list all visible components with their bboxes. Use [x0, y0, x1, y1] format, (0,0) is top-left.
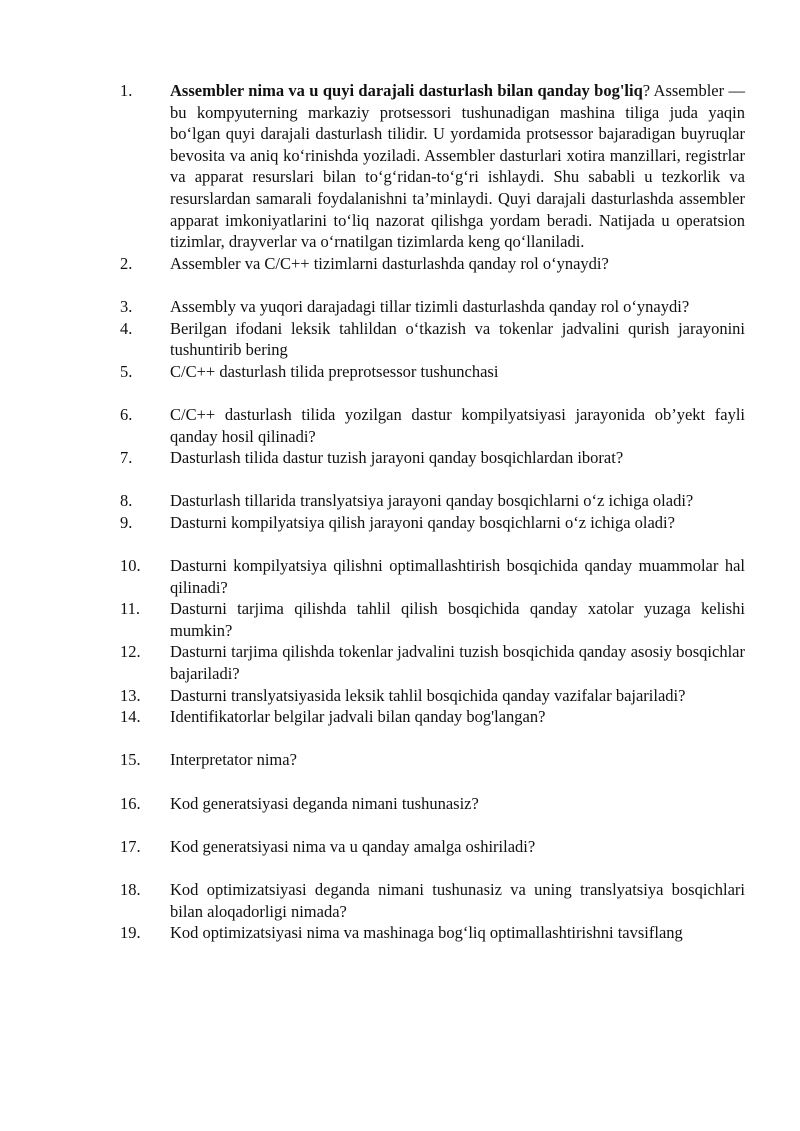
- item-number: 17.: [120, 836, 141, 856]
- list-item-4: [120, 318, 745, 361]
- list-item-14: [120, 706, 745, 728]
- list-item-12: [120, 641, 745, 684]
- item-number: 9.: [120, 512, 133, 532]
- item-number: 15.: [120, 750, 141, 770]
- list-item-9: [120, 512, 745, 534]
- item-number: 1.: [120, 81, 133, 100]
- item-number: 8.: [120, 491, 133, 511]
- list-item-17: [120, 836, 745, 858]
- item-number: 18.: [120, 879, 141, 899]
- item-number: 19.: [120, 923, 141, 943]
- item-text: Dasturlash tilida dastur tuzish jarayoni qanday bosqichlardan iborat?: [170, 448, 624, 468]
- item-text: Kod generatsiyasi nima va u qanday amalga oshiriladi?: [170, 836, 536, 856]
- item-number: 10.: [120, 556, 141, 576]
- item-number: 7.: [120, 448, 133, 468]
- item-text: Dasturni kompilyatsiya qilish jarayoni qanday bosqichlarni o‘z ichiga oladi?: [170, 512, 675, 532]
- question-mark: ?: [642, 81, 651, 100]
- item-text: Assembly va yuqori darajadagi tillar tizimli dasturlashda qanday rol o‘ynaydi?: [170, 296, 690, 316]
- list-item-18: [120, 879, 745, 922]
- item-text: Identifikatorlar belgilar jadvali bilan qanday bog'langan?: [170, 707, 546, 727]
- item-text: Assembler va C/C++ tizimlarni dasturlashda qanday rol o‘ynaydi?: [170, 253, 609, 273]
- item-number: 5.: [120, 361, 133, 381]
- item-number: 4.: [120, 318, 133, 338]
- question-title: Assembler nima va u quyi darajali dasturlash bilan qanday bog'liq: [170, 81, 643, 100]
- item-text: [170, 80, 745, 253]
- list-item-6: [120, 404, 745, 447]
- question-list: [120, 80, 745, 944]
- item-text: Dasturni tarjima qilishda tokenlar jadvalini tuzish bosqichida qanday asosiy bosqichlar bajariladi?: [170, 642, 745, 684]
- list-item-3: [120, 296, 745, 318]
- item-number: 13.: [120, 685, 141, 705]
- item-text: Kod optimizatsiyasi deganda nimani tushunasiz va uning translyatsiya bosqichlari bilan aloqadorligi nimada?: [170, 879, 745, 921]
- list-item-2: [120, 253, 745, 275]
- item-text: Interpretator nima?: [170, 750, 297, 770]
- item-text: Dasturni tarjima qilishda tahlil qilish bosqichida qanday xatolar yuzaga kelishi mumkin?: [170, 599, 745, 640]
- item-text: C/C++ dasturlash tilida preprotsessor tushunchasi: [170, 361, 499, 381]
- item-text: Kod generatsiyasi deganda nimani tushunasiz?: [170, 793, 479, 813]
- list-item-11: [120, 598, 745, 641]
- item-text: Dasturni translyatsiyasida leksik tahlil bosqichida qanday vazifalar bajariladi?: [170, 685, 686, 705]
- item-number: 14.: [120, 707, 141, 727]
- item-text: C/C++ dasturlash tilida yozilgan dastur kompilyatsiyasi jarayonida ob’yekt fayli qanday hosil qilinadi?: [170, 404, 745, 446]
- item-text: Dasturlash tillarida translyatsiya jarayoni qanday bosqichlarni o‘z ichiga oladi?: [170, 491, 694, 511]
- item-text: Kod optimizatsiyasi nima va mashinaga bog‘liq optimallashtirishni tavsiflang: [170, 923, 683, 943]
- item-text: Berilgan ifodani leksik tahlildan o‘tkazish va tokenlar jadvalini qurish jarayonini tushuntirib bering: [170, 318, 745, 360]
- answer-text: Assembler — bu kompyuterning markaziy protsessori tushunadigan mashina tiliga juda yaqin bo‘lgan quyi darajali dasturlash tilidir. U yordamida protsessor bajaradigan buyruqlar bevosita va aniq ko‘rinishda yoziladi. Assembler dasturlari xotira manzillari, registrlar va apparat resurslari bilan to‘g‘ridan-to‘g‘ri ishlaydi. Shu sababli u tezkorlik va resurslardan samarali foydalanishni ta’minlaydi. Quyi darajali dasturlashda assembler apparat imkoniyatlarini to‘liq nazorat qilishga yordam beradi. Natijada u operatsion tizimlar, drayverlar va o‘rnatilgan tizimlarda keng qo‘llaniladi.: [170, 81, 745, 252]
- item-number: 12.: [120, 642, 141, 662]
- list-item-5: [120, 361, 745, 383]
- list-item-8: [120, 490, 745, 512]
- item-number: 16.: [120, 793, 141, 813]
- item-number: 2.: [120, 253, 133, 273]
- list-item-10: [120, 555, 745, 598]
- item-number: 3.: [120, 296, 133, 316]
- item-text: Dasturni kompilyatsiya qilishni optimallashtirish bosqichida qanday muammolar hal qilinadi?: [170, 556, 745, 597]
- list-item-16: [120, 793, 745, 815]
- list-item-19: [120, 922, 745, 944]
- item-number: 11.: [120, 599, 141, 619]
- item-number: 6.: [120, 404, 133, 424]
- list-item-7: [120, 447, 745, 469]
- list-item-15: [120, 749, 745, 771]
- list-item-1: [120, 80, 745, 253]
- list-item-13: [120, 685, 745, 707]
